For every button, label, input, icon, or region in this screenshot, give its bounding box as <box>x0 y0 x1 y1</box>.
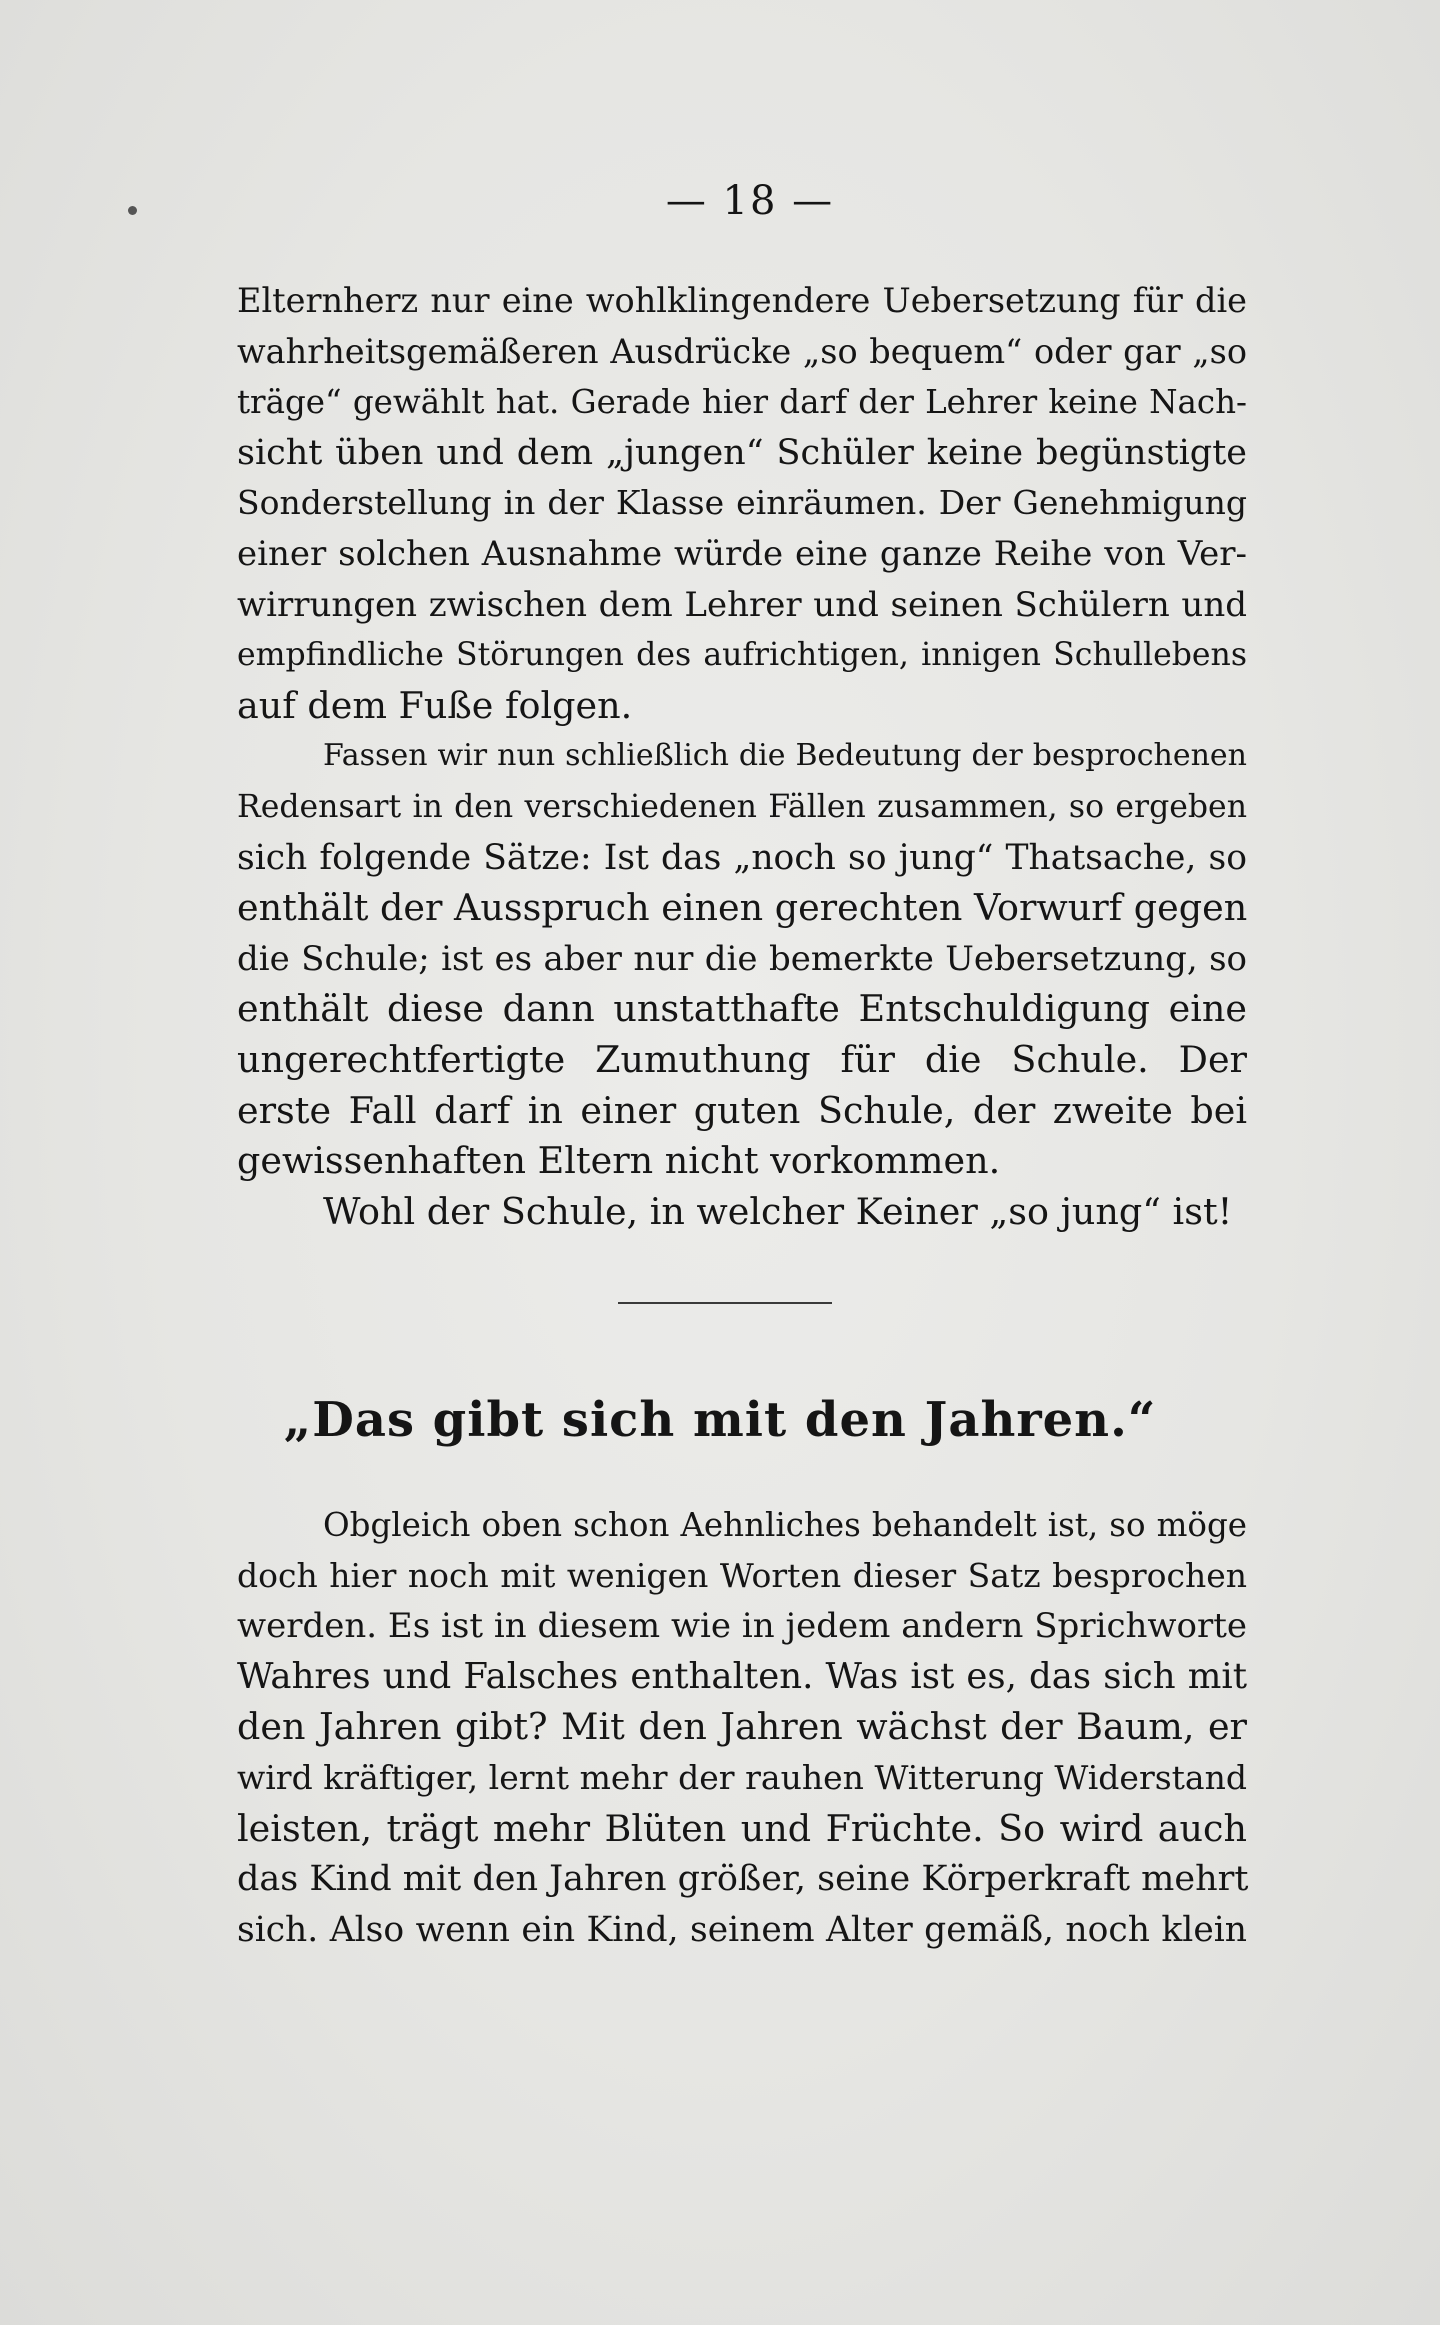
text-block-second <box>237 1500 1247 1955</box>
text-line: Elternherz nur eine wohlklingendere Uebersetzung für die <box>237 281 1247 320</box>
text-line: leisten, trägt mehr Blüten und Früchte. So wird auch <box>237 1806 1247 1850</box>
text-line: gewissenhaften Eltern nicht vorkommen. <box>237 1139 1001 1183</box>
text-line: die Schule; ist es aber nur die bemerkte Uebersetzung, so <box>237 938 1247 979</box>
text-line: wahrheitsgemäßeren Ausdrücke „so bequem“ oder gar „so <box>237 331 1247 371</box>
text-block-first <box>237 276 1247 1237</box>
text-line: sich. Also wenn ein Kind, seinem Alter gemäß, noch klein <box>237 1909 1247 1950</box>
text-line: Fassen wir nun schließlich die Bedeutung der besprochenen <box>323 738 1247 774</box>
text-line: wird kräftiger, lernt mehr der rauhen Witterung Widerstand <box>237 1757 1247 1797</box>
text-line: werden. Es ist in diesem wie in jedem andern Sprichworte <box>237 1606 1247 1647</box>
page-number: — 18 — <box>665 178 835 224</box>
text-line: einer solchen Ausnahme würde eine ganze Reihe von Ver- <box>237 533 1247 574</box>
text-line: enthält diese dann unstatthafte Entschuldigung eine <box>237 987 1247 1031</box>
text-line: enthält der Ausspruch einen gerechten Vorwurf gegen <box>237 886 1248 930</box>
text-line: den Jahren gibt? Mit den Jahren wächst der Baum, er <box>237 1705 1247 1749</box>
text-line: ungerechtfertigte Zumuthung für die Schule. Der <box>237 1037 1247 1081</box>
text-line: wirrungen zwischen dem Lehrer und seinen Schülern und <box>237 584 1247 625</box>
text-line: Sonderstellung in der Klasse einräumen. Der Genehmigung <box>237 483 1247 523</box>
text-line: empfindliche Störungen des aufrichtigen, innigen Schullebens <box>237 637 1247 674</box>
text-line: Wahres und Falsches enthalten. Was ist es, das sich mit <box>237 1655 1247 1697</box>
text-line: sicht üben und dem „jungen“ Schüler keine begünstigte <box>237 432 1247 473</box>
text-line: doch hier noch mit wenigen Worten dieser Satz besprochen <box>237 1555 1247 1595</box>
text-line: Redensart in den verschiedenen Fällen zusammen, so ergeben <box>237 788 1247 825</box>
text-line: Wohl der Schule, in welcher Keiner „so jung“ ist! <box>323 1189 1233 1233</box>
text-line: träge“ gewählt hat. Gerade hier darf der Lehrer keine Nach- <box>237 383 1247 422</box>
section-divider <box>618 1302 832 1304</box>
text-line: sich folgende Sätze: Ist das „noch so jung“ Thatsache, so <box>237 837 1247 878</box>
text-line: auf dem Fuße folgen. <box>237 683 633 727</box>
text-line: erste Fall darf in einer guten Schule, der zweite bei <box>237 1088 1247 1132</box>
text-line: Obgleich oben schon Aehnliches behandelt ist, so möge <box>323 1506 1247 1544</box>
text-line: das Kind mit den Jahren größer, seine Körperkraft mehrt <box>237 1859 1249 1900</box>
section-heading: „Das gibt sich mit den Jahren.“ <box>283 1392 1157 1448</box>
